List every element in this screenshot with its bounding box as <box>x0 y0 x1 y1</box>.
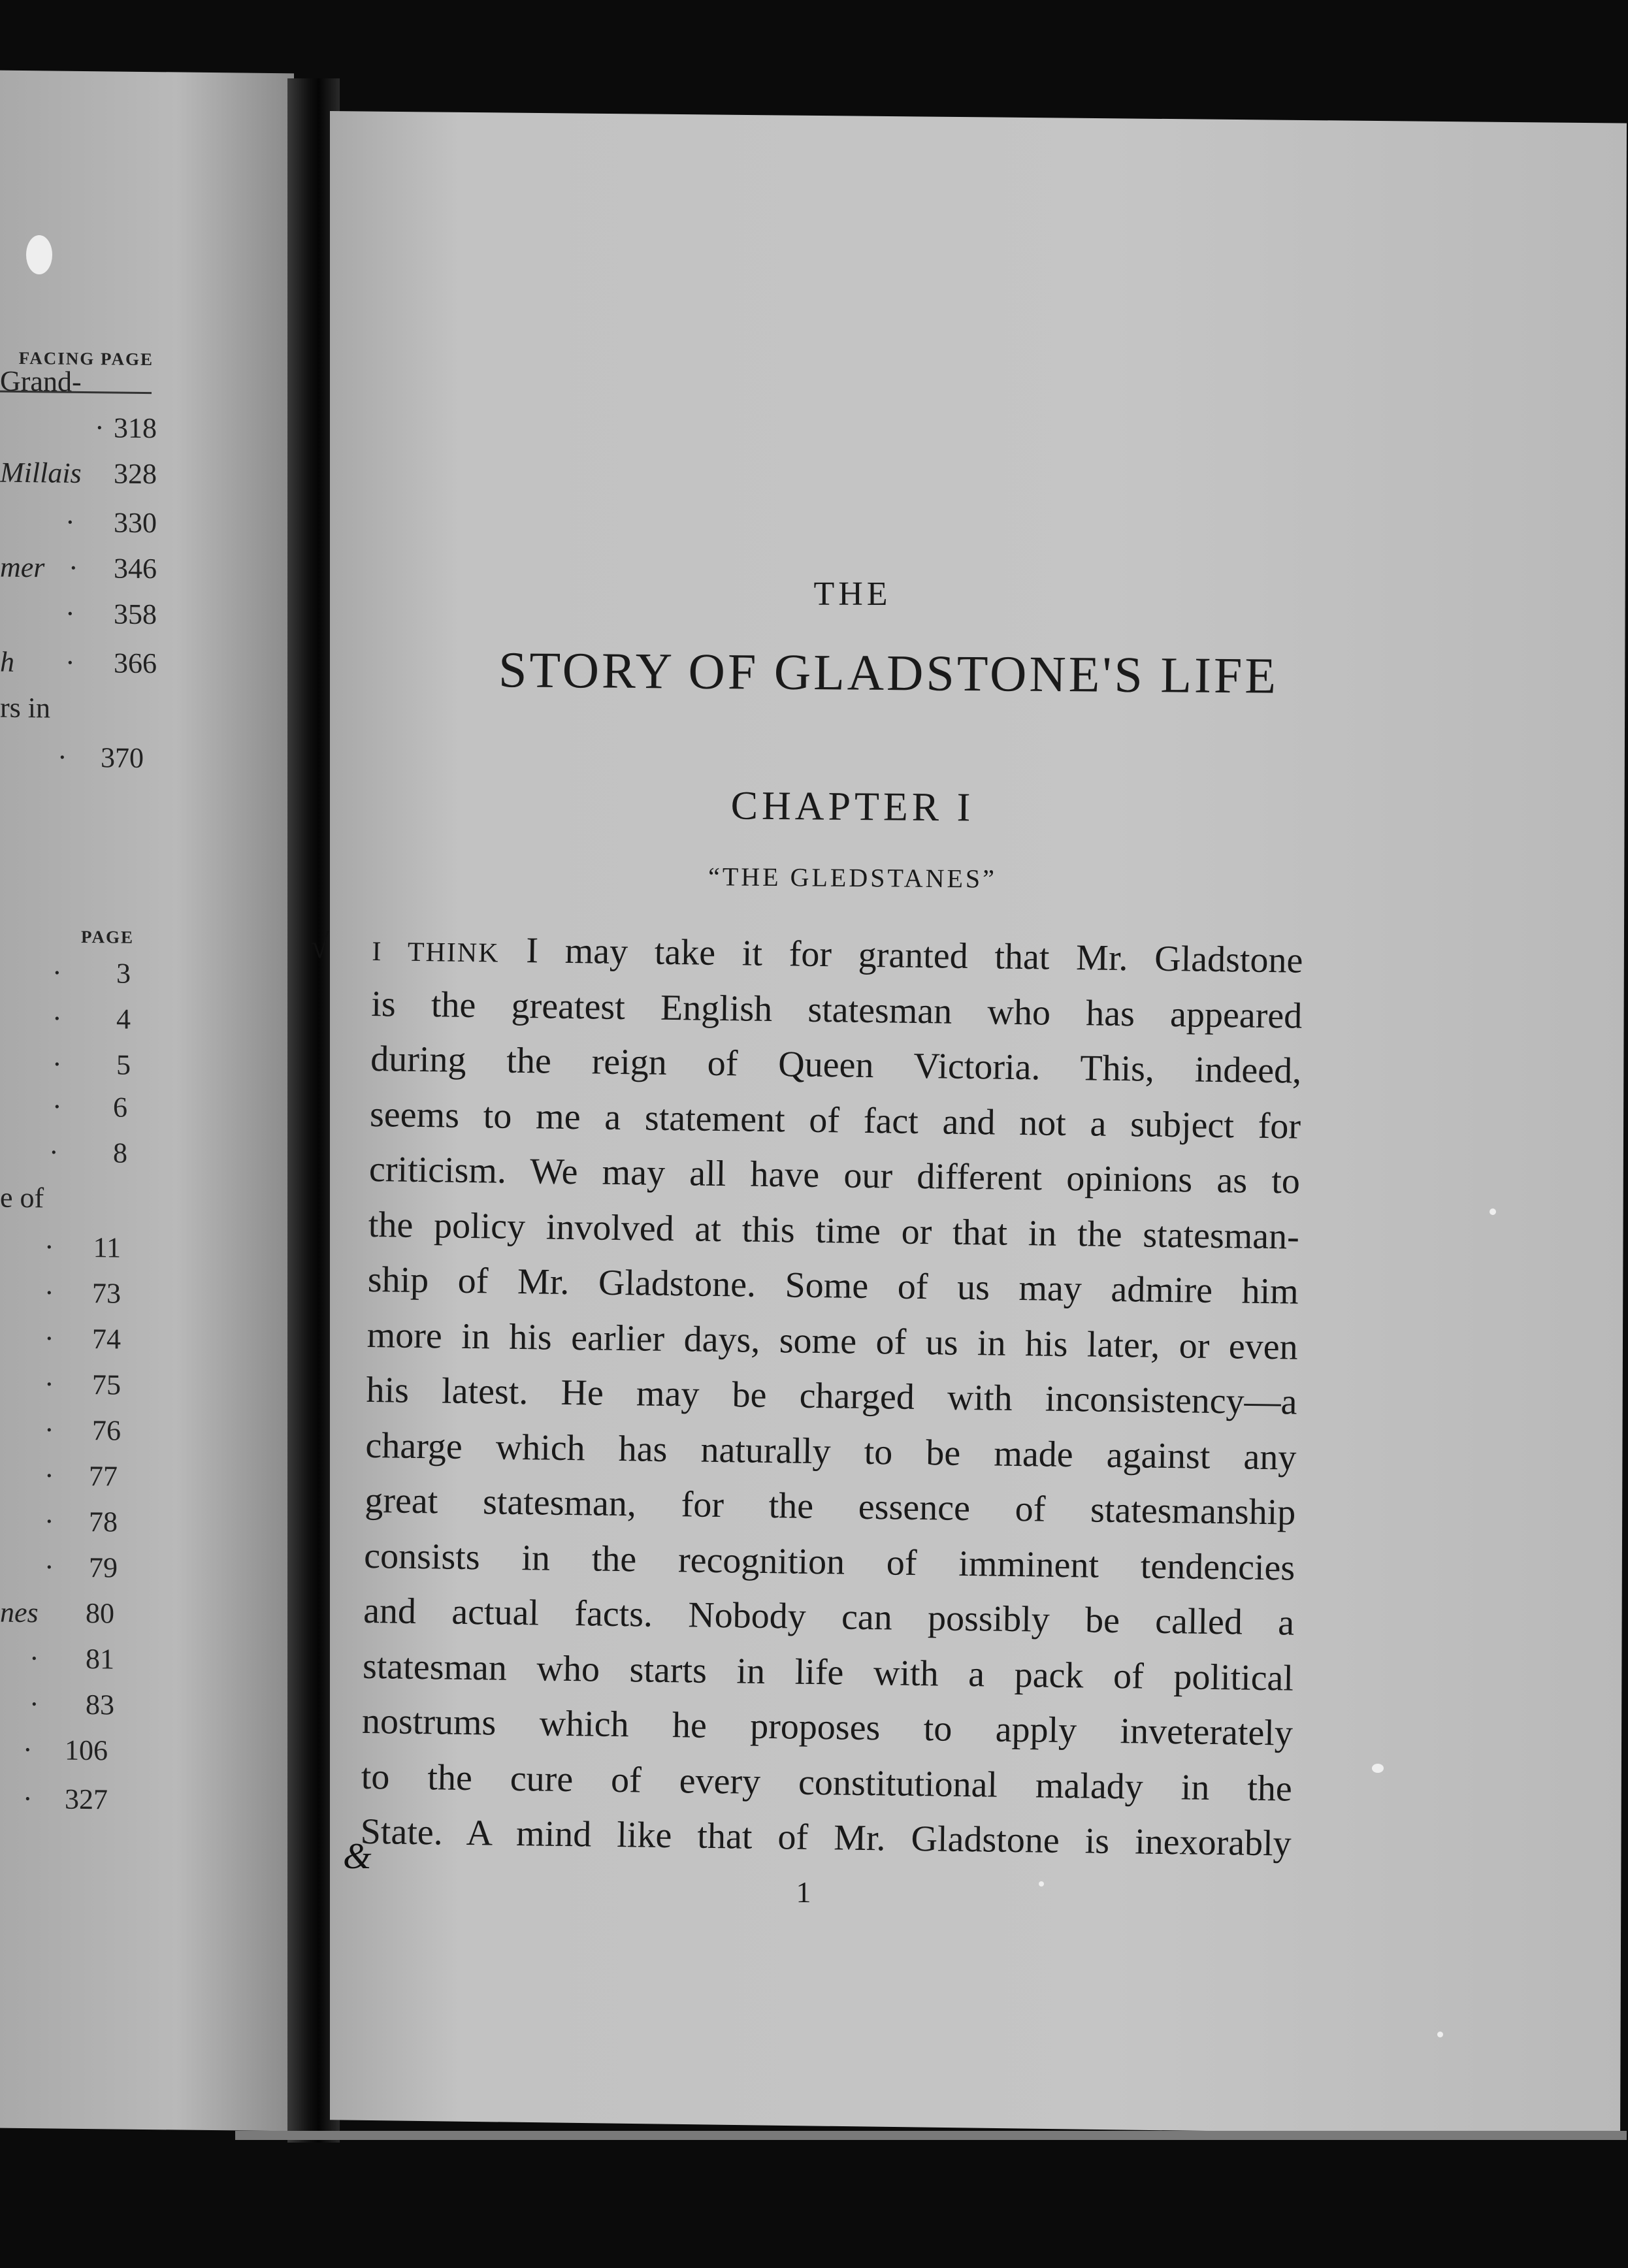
dust-speck <box>1490 1208 1496 1215</box>
body-line: nostrums which he proposes to apply inveterately <box>361 1700 1294 1754</box>
body-line: the policy involved at this time or that in the statesman- <box>368 1204 1300 1257</box>
page-label: PAGE <box>81 926 134 947</box>
body-line: seems to me a statement of fact and not a subject for <box>369 1094 1301 1147</box>
body-line: great statesman, for the essence of statesmanship <box>364 1480 1296 1533</box>
dust-speck <box>1372 1764 1384 1773</box>
facing-entry: h · 366 <box>0 645 157 680</box>
page-entry: · 81 <box>29 1642 114 1676</box>
page-entry: e of <box>0 1181 44 1214</box>
facing-entry: · 330 <box>65 506 157 540</box>
page-entry: · 75 <box>44 1368 121 1401</box>
body-line: charge which has naturally to be made against any <box>365 1425 1297 1478</box>
page-entry: nes 80 <box>0 1596 114 1630</box>
page-number: 1 <box>796 1875 811 1909</box>
page-entry: · 78 <box>44 1505 118 1538</box>
margin-check-mark: √ <box>310 928 329 965</box>
body-line: to the cure of every constitutional malady in the <box>361 1756 1293 1809</box>
page-entry: · 77 <box>44 1459 118 1493</box>
facing-page-label: FACING PAGE <box>18 348 154 370</box>
facing-entry: · 318 <box>95 412 157 445</box>
body-line: State. A mind like that of Mr. Gladstone is inexorably <box>360 1811 1292 1864</box>
page-entry: · 83 <box>29 1688 114 1721</box>
body-line: and actual facts. Nobody can possibly be called a <box>363 1590 1295 1644</box>
page-entry: · 76 <box>44 1414 121 1447</box>
page-entry: · 4 <box>52 1002 131 1035</box>
page-entry: · 73 <box>44 1276 121 1310</box>
body-line: consists in the recognition of imminent tendencies <box>363 1535 1295 1589</box>
opening-words: I THINK <box>372 936 500 969</box>
facing-entry: · 370 <box>57 741 144 774</box>
left-page <box>0 71 294 2131</box>
page-entry: · 106 <box>23 1734 108 1767</box>
body-line: more in his earlier days, some of us in his later, or even <box>366 1314 1298 1368</box>
chapter-label: CHAPTER I <box>730 783 975 830</box>
page-entry: · 6 <box>52 1090 127 1124</box>
book-title: STORY OF GLADSTONE'S LIFE <box>498 641 1279 704</box>
page-entry: · 79 <box>44 1551 118 1584</box>
dust-speck <box>1437 2032 1443 2037</box>
margin-scribble: & <box>343 1836 372 1877</box>
dust-speck <box>26 235 52 274</box>
page-entry: · 8 <box>49 1136 127 1169</box>
page-entry: · 74 <box>44 1322 121 1355</box>
facing-entry: Grand- <box>0 364 82 398</box>
body-line: his latest. He may be charged with inconsistency—a <box>366 1369 1297 1423</box>
body-line: ship of Mr. Gladstone. Some of us may admire him <box>367 1259 1299 1312</box>
body-line: is the greatest English statesman who has appeared <box>370 983 1303 1037</box>
facing-entry: Millais 328 <box>0 456 157 491</box>
right-page-content <box>310 111 1627 2136</box>
body-line: criticism. We may all have our different opinions as to <box>368 1148 1301 1202</box>
running-head: THE <box>813 575 892 613</box>
page-entry: · 11 <box>44 1231 121 1264</box>
facing-entry: rs in <box>0 691 50 724</box>
left-page-index <box>0 71 294 2131</box>
page-entry: · 3 <box>52 956 131 990</box>
chapter-subtitle: “THE GLEDSTANES” <box>708 862 998 894</box>
page-entry: · 5 <box>52 1048 131 1081</box>
chapter-body <box>360 921 1303 1871</box>
facing-entry: · 358 <box>65 597 157 631</box>
facing-entry: mer · 346 <box>0 551 157 585</box>
body-line: statesman who starts in life with a pack of political <box>362 1645 1294 1699</box>
dust-speck <box>1039 1881 1044 1887</box>
page-entry: · 327 <box>23 1783 108 1816</box>
body-line: I THINK I may take it for granted that Mr. Gladstone <box>372 930 1303 981</box>
body-line: during the reign of Queen Victoria. This, indeed, <box>370 1038 1302 1092</box>
